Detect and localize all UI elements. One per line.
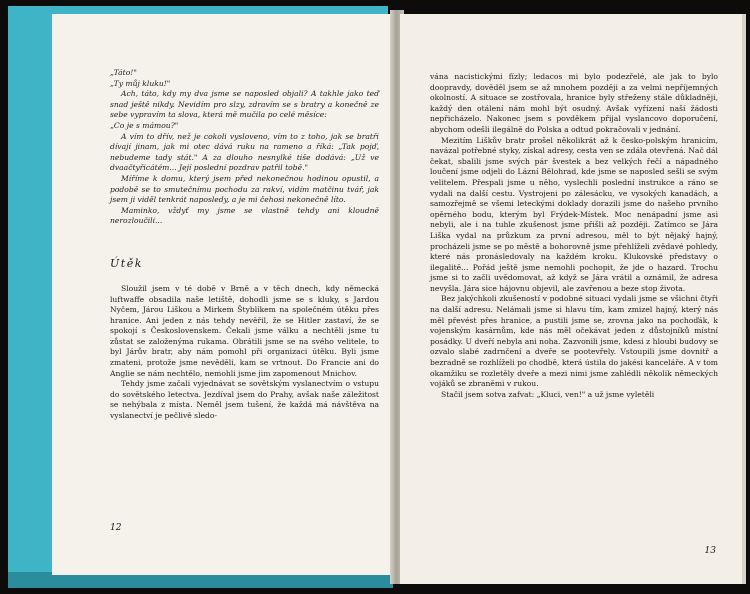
italic-paragraph: Maminko, vždyť my jsme se vlastně tehdy ani kloudně nerozloučili... (110, 205, 379, 226)
italic-paragraph: Míříme k domu, který jsem před nekonečnou hodinou opustil, a podobě se to smutečnímu pochodu za rakví, vidím matčinu tvář, jak jsem ji viděl tenkrát naposledy, a je mi čehosi nekonečně líto. (110, 173, 379, 205)
right-page (400, 14, 742, 584)
page-number: 12 (110, 523, 122, 533)
body-paragraph: Mezitím Liškův bratr prošel několikrát až k česko-polským hranicím, navázal potřebné styky, získal adresy, cesta ven se zdála otevřená. Nač dál čekat, sbalili jsme svých pár švestek a bez velkých řečí a nápadného loučení jsme odjeli do Lázní Bělohrad, kde jsme se naposled sešli se svým velitelem. Přespali jsme u něho, vyslechli poslední instrukce a ráno se vydali na další cestu. Vystrojeni po zálesácku, ve vysokých kanadách, a samozřejmě se všemi leteckými doklady dorazili jsme do našeho prvního opěrného bodu, kterým byl Frýdek-Místek. Moc nenápadní jsme asi nebyli, ale i na tuhle zkušenost jsme přišli až později. Zatímco se Jára Liška vydal na průzkum za první adresou, měl to být nějaký hajný, procházeli jsme se po městě a bohorovně jsme přehlíželi zvědavé pohledy, které nás pronásledovaly na každém kroku. Klukovské představy o ilegalitě... Pořád ještě jsme nemohli pochopit, že jde o hazard. Trochu jsme si to začli uvědomovat, až když se Jára vrátil a oznámil, že adresa nevyšla. Jára sice hájovnu objevil, ale zavřenou a beze stop života. (430, 135, 718, 293)
body-paragraph: vána nacistickými fízly; ledacos mi bylo podezřelé, ale jak to bylo doopravdy, dověděl jsem se až mnohem později a za velmi nepříjemných okolností. A situace se zostřovala, hranice byly střeženy stále důkladněji, každý den otálení nám mohl být osudný. Avšak vyřízení naší žádosti nepřicházelo. Nakonec jsem s povděkem přijal vyslancovo doporučení, abychom odešli ilegálně do Polska a odtud pokračovali v jednání. (430, 72, 718, 134)
page-number: 13 (704, 546, 716, 556)
body-paragraph: Bez jakýchkoli zkušeností v podobné situaci vydali jsme se všichni čtyři na další adresu. Nelámali jsme si hlavu tím, kam zmizel hajný, který nás měl převést přes hranice, a pustili jsme se, zrovna jako na pochoďák, k vojenským kasárnům, kde nás měl očekávat jeden z důstojníků místní posádky. U dveří nebyla ani noha. Zazvonili jsme, kdesi z hloubi budovy se ozvalo slabé zadrnčení a dveře se pootevřely. Vstoupili jsme dovnitř a bezradně se rozhlíželi po chodbě, která ústila do jakési kanceláře. A v tom okamžiku se rozletěly dveře a mezi nimi jsme zahlédli několik německých vojáků se zbraněmi v rukou. (430, 294, 718, 389)
italic-paragraph: Ach, táto, kdy my dva jsme se naposled objali? A takhle jako teď snad ještě nikdy. Nevidím pro slzy, zdravím se s bratry a konečně ze sebe vypravím ta slova, která mě mučila po celé měsíce: (110, 89, 379, 120)
dialogue-line: „Co je s mámou?" (110, 120, 179, 130)
dialogue-line: „Táto!" (110, 68, 137, 77)
dialogue-line: „Ty můj kluku!" (110, 78, 171, 88)
left-page (52, 14, 397, 575)
body-paragraph: Sloužil jsem v té době v Brně a v těch dnech, kdy německá luftwaffe obsadila naše letiště, dohodli jsme se s kluky, s Jardou Nyčem, Járou Liškou a Mirkem Štyblíkem na společném útěku přes hranice. Ani jeden z nás tehdy nevěřil, že se Hitler zastaví, že se spokojí s Československem. Čekali jsme válku a nechtěli jsme tu zůstat se založenýma rukama. Obrátili jsme se na svého velitele, to byl Járův bratr, aby nám pomohl při organizaci útěku. Byli jsme zmateni, protože jsme nevěděli, kam se vrtnout. Do Francie ani do Anglie se nám nechtělo, nemohli jsme jim zapomenout Mnichov. (110, 283, 379, 378)
section-title: Útěk (110, 256, 143, 270)
italic-paragraph: A vím to dřív, než je cokoli vysloveno, vím to z toho, jak se bratři dívají jinam, jak mi otec dává ruku na rameno a říká: „Tak pojď, nebudeme tady stát." A za dlouho nesnylké tiše dodává: „Už ve dvaačtyřicátém... Její poslední pozdrav patřil tobě." (110, 131, 379, 173)
body-paragraph: Stačil jsem sotva zafvat: „Kluci, ven!" a už jsme vyletěli (441, 389, 655, 399)
body-paragraph: Tehdy jsme začali vyjednávat se sovětským vyslanectvím o vstupu do sovětského letectva. Jezdíval jsem do Prahy, avšak naše záležitost se nehýbala z místa. Neměl jsem tušení, že každá má návštěva na vyslanectví je pečlivě sledo- (110, 379, 379, 421)
